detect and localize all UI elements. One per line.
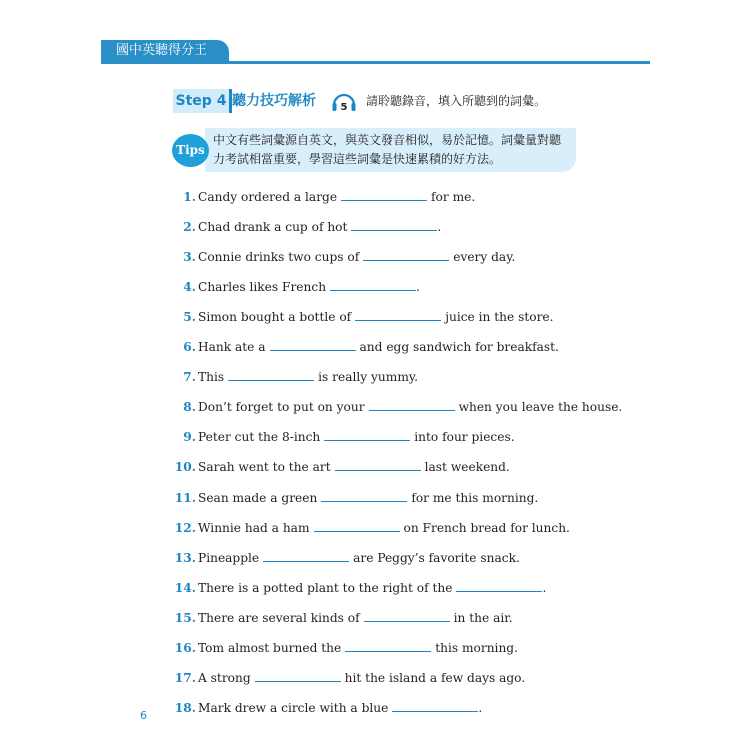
answer-blank[interactable] (321, 489, 407, 502)
question-text-before: Candy ordered a large (198, 190, 338, 204)
answer-blank[interactable] (314, 519, 400, 532)
question-text-before: Connie drinks two cups of (198, 250, 360, 265)
question-text-before: Pineapple (198, 550, 260, 565)
answer-blank[interactable] (355, 308, 441, 321)
answer-blank[interactable] (228, 368, 314, 381)
question-text-after: hit the island a few days ago. (344, 670, 526, 685)
question-text-before: Tom almost burned the (198, 640, 342, 655)
question-text-before: Sean made a green (198, 490, 318, 505)
answer-blank[interactable] (324, 428, 410, 441)
question-item (172, 579, 546, 596)
answer-blank[interactable] (456, 579, 542, 592)
question-text-before: Winnie had a ham (198, 520, 310, 535)
question-item (172, 489, 538, 506)
step-label: Step 4 (173, 89, 229, 113)
question-number: 8. (183, 400, 196, 415)
question-item (172, 519, 570, 536)
track-number: 5 (340, 102, 348, 113)
question-text-after: . (437, 220, 442, 235)
question-number: 15. (174, 610, 196, 625)
answer-blank[interactable] (270, 338, 356, 351)
question-item (172, 248, 515, 265)
question-text-before: Sarah went to the art (198, 460, 331, 475)
answer-blank[interactable] (392, 699, 478, 712)
question-item (172, 699, 482, 716)
question-number: 16. (174, 640, 196, 655)
question-item (172, 669, 525, 686)
tips-line-2: 力考試相當重要，學習這些詞彙是快速累積的好方法。 (213, 152, 502, 166)
question-number: 3. (183, 250, 196, 265)
step-instruction: 請聆聽錄音，填入所聽到的詞彙。 (366, 94, 547, 108)
question-text-after: when you leave the house. (458, 400, 623, 415)
question-text-before: There are several kinds of (198, 610, 360, 625)
question-item (172, 218, 441, 235)
question-text-after: every day. (453, 250, 516, 265)
answer-blank[interactable] (369, 398, 455, 411)
question-number: 4. (183, 280, 196, 295)
question-text-before: Hank ate a (198, 340, 266, 355)
question-text-before: Mark drew a circle with a blue (198, 700, 389, 715)
question-text-before: This (198, 370, 225, 385)
question-number: 14. (174, 580, 196, 595)
question-number: 7. (183, 370, 196, 385)
question-number: 10. (174, 460, 196, 475)
question-text-after: . (542, 580, 547, 595)
question-number: 18. (174, 700, 196, 715)
question-item (172, 458, 510, 475)
question-text-after: this morning. (435, 640, 518, 655)
page-number: 6 (140, 709, 147, 722)
question-text-before: Chad drank a cup of hot (198, 220, 348, 235)
question-text-after: last weekend. (424, 460, 510, 475)
question-text-after: . (478, 700, 483, 715)
question-text-after: into four pieces. (414, 430, 515, 445)
question-item (172, 639, 518, 656)
workbook-page (101, 0, 650, 750)
question-text-before: There is a potted plant to the right of the (198, 580, 453, 595)
answer-blank[interactable] (345, 639, 431, 652)
answer-blank[interactable] (263, 549, 349, 562)
question-item (172, 428, 515, 445)
question-text-after: in the air. (453, 610, 513, 625)
question-number: 12. (174, 520, 196, 535)
answer-blank[interactable] (364, 609, 450, 622)
question-text-before: Don’t forget to put on your (198, 400, 365, 415)
question-text-after: for me this morning. (411, 490, 539, 505)
question-item (172, 188, 475, 205)
question-item (172, 338, 559, 355)
answer-blank[interactable] (341, 188, 427, 201)
question-text-before: Simon bought a bottle of (198, 310, 352, 325)
question-text-after: is really yummy. (318, 370, 419, 385)
answer-blank[interactable] (351, 218, 437, 231)
question-item (172, 308, 553, 325)
tips-badge: Tips (172, 134, 209, 167)
question-text-before: Peter cut the 8-inch (198, 430, 321, 445)
question-number: 2. (183, 220, 196, 235)
header-rule (101, 61, 650, 64)
question-text-after: for me. (431, 190, 476, 204)
tips-line-1: 中文有些詞彙源自英文，與英文發音相似，易於記憶。詞彙量對聽 (213, 133, 562, 147)
question-text-before: Charles likes French (198, 280, 327, 295)
answer-blank[interactable] (255, 669, 341, 682)
question-text-after: and egg sandwich for breakfast. (359, 340, 559, 355)
question-item (172, 398, 622, 415)
question-text-after: on French bread for lunch. (403, 520, 570, 535)
question-number: 11. (174, 490, 196, 505)
question-number: 1. (183, 190, 196, 204)
headphones-icon[interactable] (331, 89, 357, 115)
question-item (172, 609, 513, 626)
answer-blank[interactable] (363, 248, 449, 261)
question-number: 5. (183, 310, 196, 325)
question-item (172, 549, 520, 566)
question-text-after: juice in the store. (445, 310, 554, 325)
question-number: 6. (183, 340, 196, 355)
question-item (172, 368, 418, 385)
question-text-after: . (416, 280, 420, 295)
answer-blank[interactable] (335, 458, 421, 471)
question-number: 9. (183, 430, 196, 445)
question-text-before: A strong (198, 670, 251, 685)
tips-text (213, 131, 573, 169)
question-number: 17. (174, 670, 196, 685)
question-number: 13. (174, 550, 196, 565)
question-text-after: are Peggy’s favorite snack. (353, 550, 520, 565)
step-title: 聽力技巧解析 (232, 93, 316, 109)
question-item (172, 278, 420, 295)
book-title-tab: 國中英聽得分王 (101, 40, 229, 61)
answer-blank[interactable] (330, 278, 416, 291)
